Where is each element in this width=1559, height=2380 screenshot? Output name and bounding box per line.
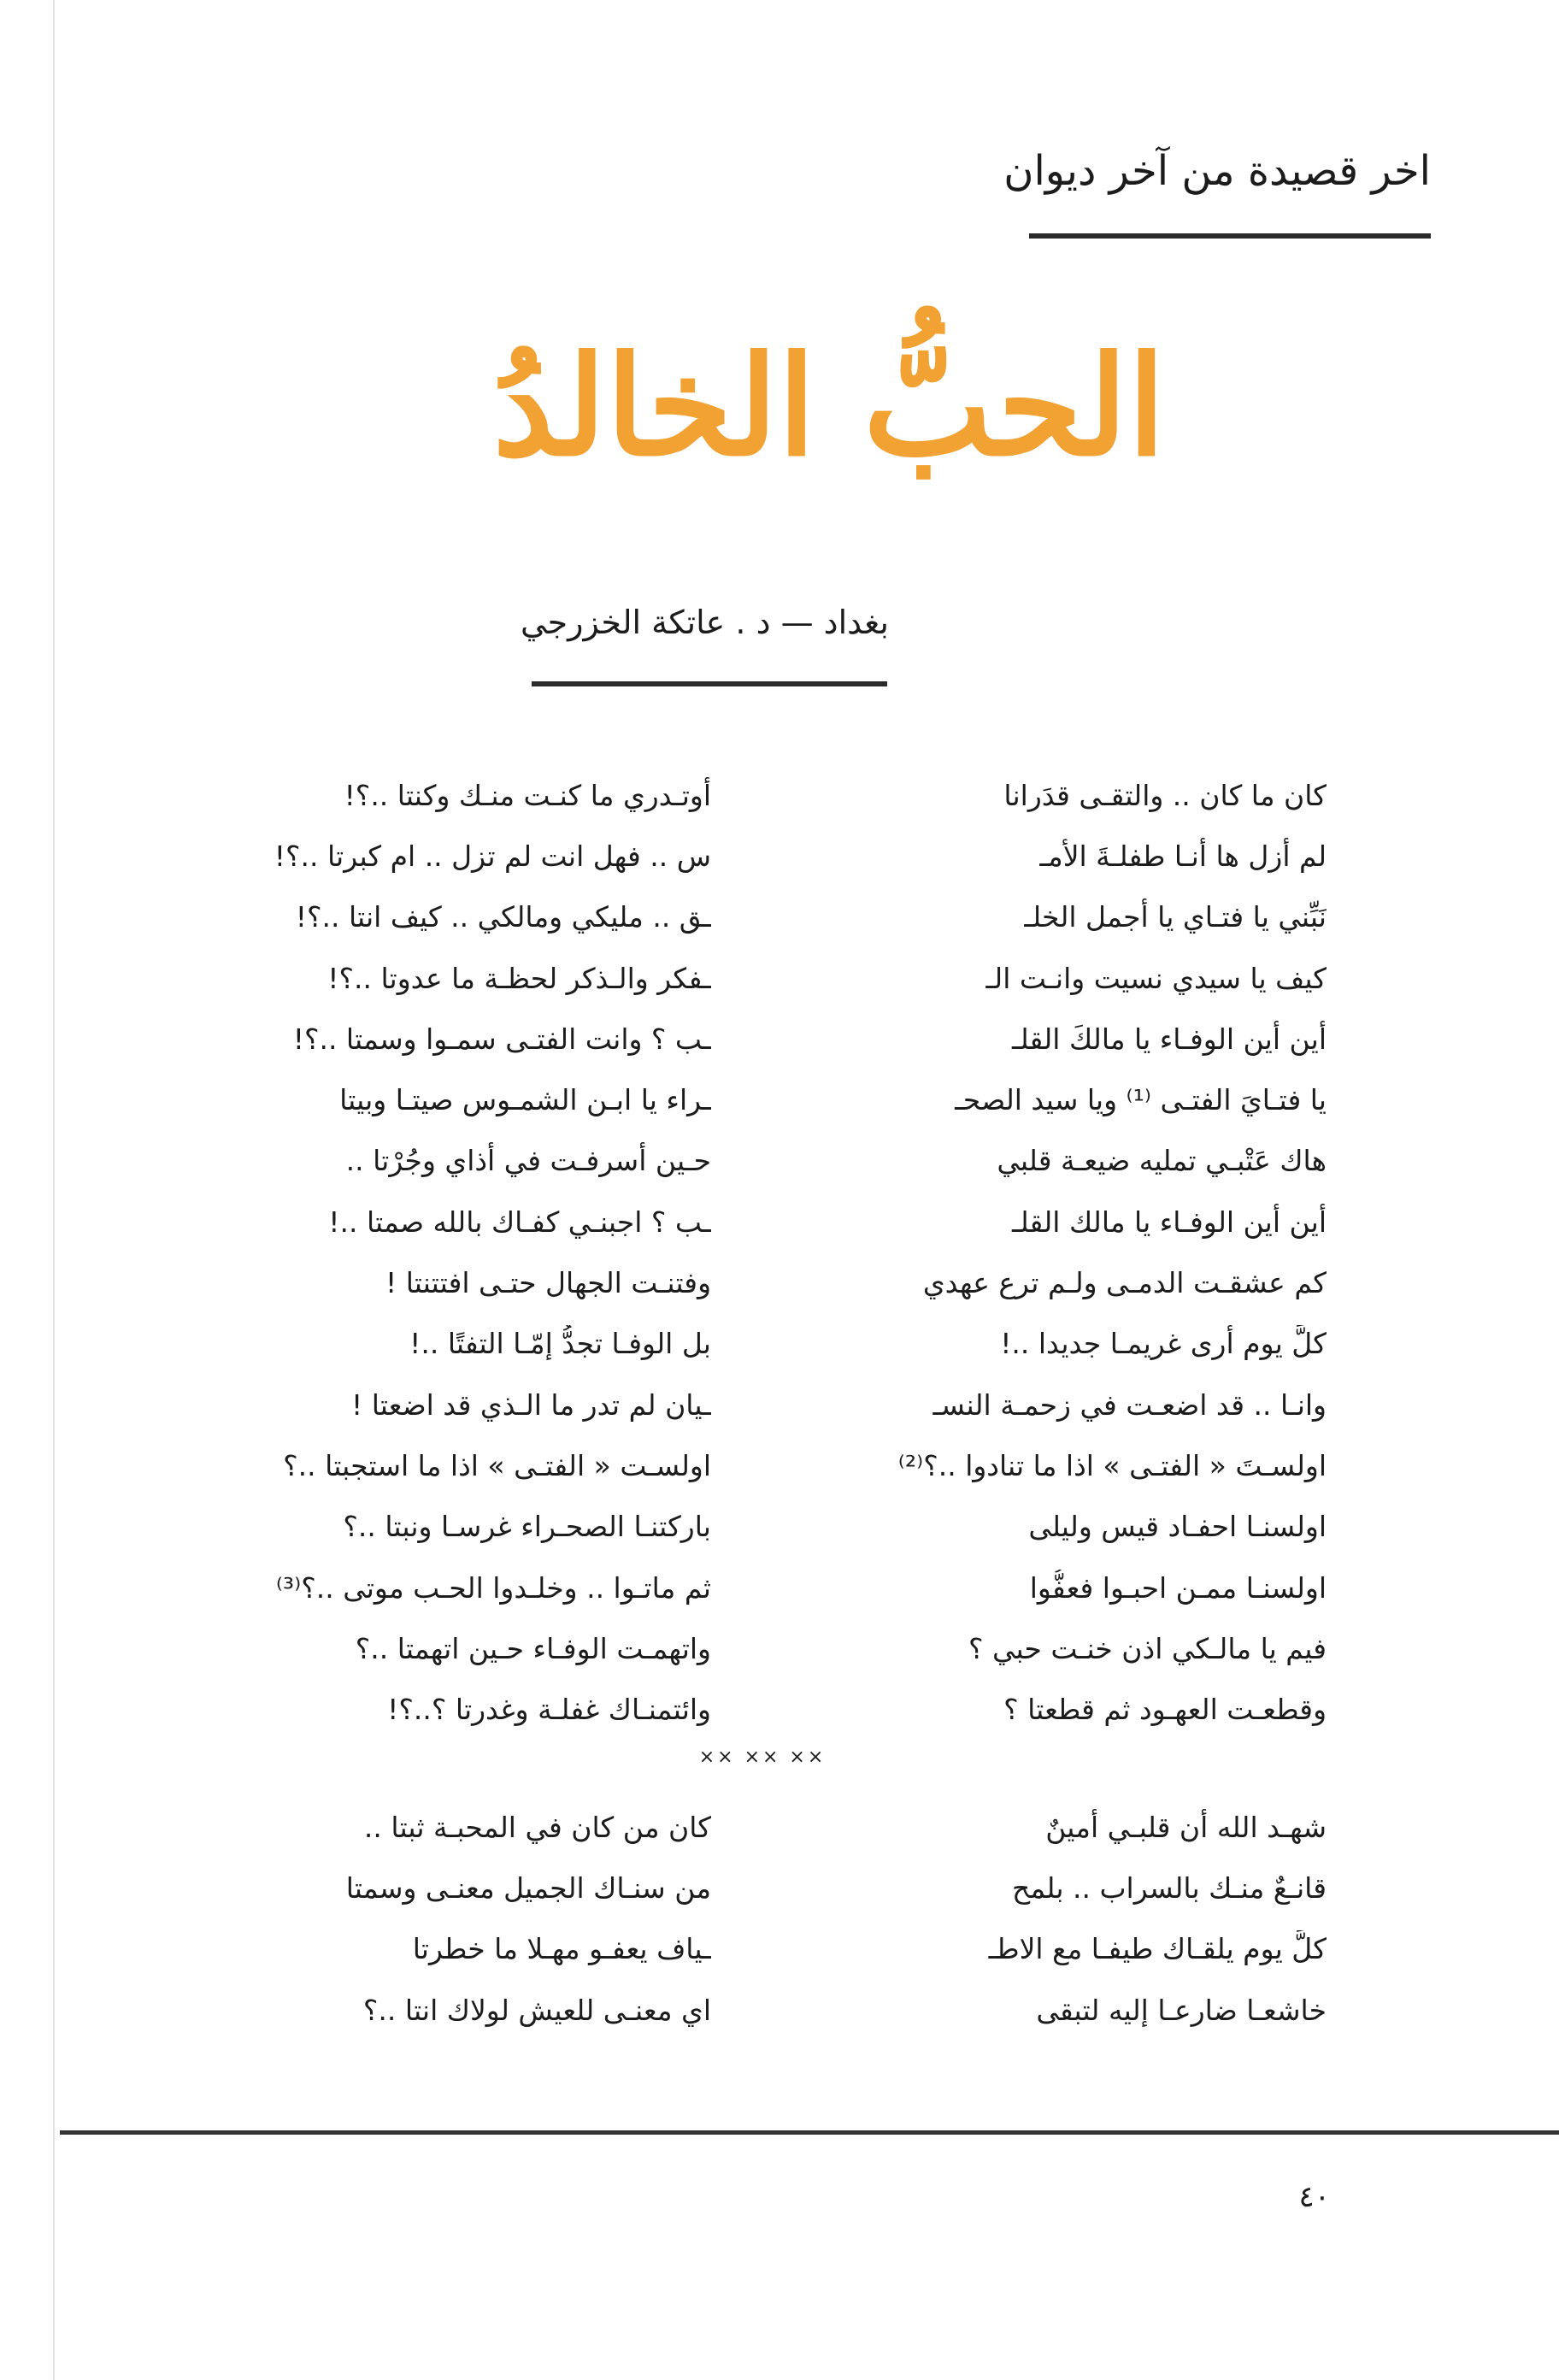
section-separator: ×× ×× ×× — [698, 1747, 827, 1768]
verse-second-hemistich: أوتـدري ما كنـت منـك وكنتا ..؟! — [344, 778, 711, 812]
verse-first-hemistich: شهـد الله أن قلبـي أمينٌ — [1045, 1810, 1327, 1844]
verse-second-hemistich: ـياف يعفـو مهـلا ما خطرتا — [412, 1932, 711, 1966]
verse-second-hemistich: من سنـاك الجميل معنـى وسمتا — [345, 1870, 711, 1905]
verse-first-hemistich: اولسنـا ممـن احبـوا فعفُّوا — [1029, 1570, 1327, 1605]
verse-line — [198, 826, 1327, 887]
verse-first-hemistich: خاشعـا ضارعـا إليه لتبقى — [1036, 1993, 1327, 2027]
verse-second-hemistich: اولسـت « الفتـى » اذا ما استجبتا ..؟ — [283, 1448, 711, 1482]
verse-second-hemistich: كان من كان في المحبـة ثبتا .. — [363, 1810, 711, 1844]
verse-line — [198, 1618, 1327, 1679]
verse-line — [198, 1009, 1327, 1069]
verse-first-hemistich: كلَّ يوم أرى غريمـا جديدا ..! — [1000, 1327, 1327, 1361]
verse-second-hemistich: حـين أسرفـت في أذاي وجُرْتا .. — [345, 1144, 711, 1178]
verse-first-hemistich: كيف يا سيدي نسيت وانـت الـ — [985, 961, 1327, 995]
author-byline: بغداد — د . عاتكة الخزرجي — [520, 604, 889, 641]
verse-line — [198, 887, 1327, 948]
verse-second-hemistich: اي معنـى للعيش لولاك انتا ..؟ — [362, 1993, 711, 2027]
verse-line — [198, 1314, 1327, 1375]
byline-underline — [532, 681, 887, 686]
verse-line — [198, 948, 1327, 1009]
page-number: ٤٠ — [1298, 2180, 1330, 2214]
footer-rule — [60, 2130, 1559, 2135]
verse-second-hemistich: وائتمنـاك غفلـة وغدرتا ؟..؟! — [387, 1693, 711, 1727]
verse-first-hemistich: نَبِّني يا فتـاي يا أجمل الخلـ — [1024, 900, 1327, 934]
verse-line — [198, 1679, 1327, 1740]
verse-first-hemistich: أين أين الوفـاء يا مالكَ القلـ — [1011, 1022, 1327, 1056]
verse-first-hemistich: فيم يا مالـكي اذن خنـت حبي ؟ — [968, 1631, 1327, 1665]
verse-first-hemistich: اولسنـا احفـاد قيس وليلى — [1028, 1510, 1327, 1544]
verse-first-hemistich: هاك عَتْبـي تمليه ضيعـة قلبي — [997, 1144, 1327, 1178]
verse-first-hemistich: لم أزل ها أنـا طفلـةَ الأمـ — [1039, 839, 1327, 873]
section-underline — [1029, 233, 1431, 239]
verse-line — [198, 1797, 1327, 1858]
poem-part-1 — [198, 765, 1327, 1741]
verse-line — [198, 1252, 1327, 1313]
verse-first-hemistich: يا فتـايَ الفتـى ⁽¹⁾ ويا سيد الصحـ — [955, 1083, 1327, 1117]
verse-second-hemistich: ـفكر والـذكر لحظـة ما عدوتا ..؟! — [327, 961, 711, 995]
verse-first-hemistich: وانـا .. قد اضعـت في زحمـة النسـ — [932, 1387, 1327, 1422]
verse-line — [198, 1858, 1327, 1918]
verse-line — [198, 765, 1327, 826]
verse-second-hemistich: وفتنـت الجهال حتـى افتتنتا ! — [385, 1266, 711, 1300]
verse-second-hemistich: ـيان لم تدر ما الـذي قد اضعتا ! — [350, 1387, 711, 1422]
verse-second-hemistich: س .. فهل انت لم تزل .. ام كبرتا ..؟! — [274, 839, 711, 873]
verse-first-hemistich: أين أين الوفـاء يا مالك القلـ — [1011, 1205, 1327, 1239]
verse-second-hemistich: ـب ؟ وانت الفتـى سمـوا وسمتا ..؟! — [292, 1022, 711, 1056]
verse-line — [198, 1192, 1327, 1252]
verse-second-hemistich: ـراء يا ابـن الشمـوس صيتـا وبيتا — [339, 1083, 711, 1117]
verse-second-hemistich: ـق .. مليكي ومالكي .. كيف انتا ..؟! — [295, 900, 711, 934]
verse-second-hemistich: ـب ؟ اجبنـي كفـاك بالله صمتا ..! — [328, 1205, 711, 1239]
verse-line — [198, 1497, 1327, 1558]
verse-line — [198, 1131, 1327, 1192]
verse-line — [198, 1375, 1327, 1435]
verse-first-hemistich: اولسـتَ « الفتـى » اذا ما تنادوا ..؟⁽²⁾ — [897, 1448, 1327, 1482]
verse-first-hemistich: قانـعٌ منـك بالسراب .. بلمح — [1012, 1870, 1327, 1905]
verse-first-hemistich: كم عشقـت الدمـى ولـم ترع عهدي — [922, 1266, 1327, 1300]
verse-line — [198, 1435, 1327, 1496]
section-label: اخر قصيدة من آخر ديوان — [1003, 147, 1431, 195]
verse-second-hemistich: ثم ماتـوا .. وخلـدوا الحـب موتى ..؟⁽³⁾ — [275, 1570, 711, 1605]
verse-first-hemistich: كلَّ يوم يلقـاك طيفـا مع الاطـ — [988, 1932, 1327, 1966]
verse-line — [198, 1069, 1327, 1130]
verse-first-hemistich: وقطعـت العهـود ثم قطعتا ؟ — [1003, 1693, 1327, 1727]
scan-edge-shadow — [53, 0, 55, 2380]
verse-line — [198, 1558, 1327, 1618]
verse-second-hemistich: واتهمـت الوفـاء حـين اتهمتا ..؟ — [355, 1631, 711, 1665]
verse-second-hemistich: باركتنـا الصحـراء غرسـا ونبتا ..؟ — [343, 1510, 711, 1544]
poem-title: الحبُّ الخالدُ — [492, 326, 1166, 486]
verse-first-hemistich: كان ما كان .. والتقـى قدَرانا — [1003, 778, 1327, 812]
verse-second-hemistich: بل الوفـا تجدُّ إمّـا التفتًا ..! — [409, 1327, 711, 1361]
verse-line — [198, 1980, 1327, 2041]
poem-part-2 — [198, 1797, 1327, 2041]
verse-line — [198, 1919, 1327, 1980]
